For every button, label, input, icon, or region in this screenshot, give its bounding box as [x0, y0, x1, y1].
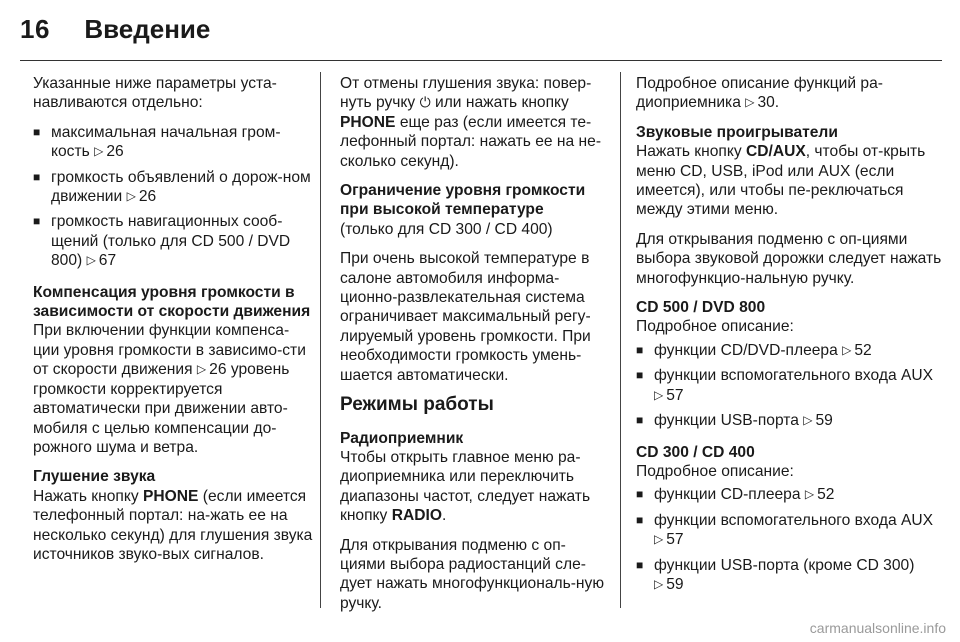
subheading-cd500-dvd800: CD 500 / DVD 800: [636, 299, 766, 317]
unmute-paragraph: От отмены глушения звука: повер-нуть ручку ⏻ или нажать кнопку PHONE еще раз (если имеется те-лефонный портал: нажать ее на не-сколько секунд).: [340, 75, 602, 170]
intro-text: Указанные ниже параметры уста-навливаются отдельно:: [33, 75, 277, 112]
section-heading-compensation: Компенсация уровня громкости в зависимости от скорости движения: [33, 283, 311, 321]
page-reference[interactable]: ▷ 67: [86, 252, 117, 270]
page-reference[interactable]: ▷ 26: [196, 361, 227, 379]
list-item: ■ функции USB-порта (кроме CD 300) ▷ 59: [636, 556, 942, 595]
column-divider-2: [620, 72, 621, 608]
list-item: ■ функции CD/DVD-плеера ▷ 52: [636, 341, 942, 360]
triangle-right-icon: ▷: [804, 487, 815, 502]
column-divider-1: [320, 72, 321, 608]
radio-submenu-paragraph: Для открывания подменю с оп-циями выбора радиостанций сле-дует нажать многофункциональ-ную ручку.: [340, 536, 605, 612]
page-title: Введение: [84, 14, 211, 44]
section-heading-modes: Режимы работы: [340, 394, 494, 416]
radio-key-label: RADIO: [391, 507, 442, 525]
page-number: 16: [20, 14, 50, 44]
high-temperature-paragraph: При очень высокой температуре в салоне автомобиля информа-ционно-развлекательная система ограничивает максимальный регу-лируемый уровень громкости. При необходимости громкость умень-шается автоматически.: [340, 250, 591, 384]
subheading-radio: Радиоприемник: [340, 429, 464, 447]
list-item: ■ громкость объявлений о дорож-ном движении ▷ 26: [33, 168, 313, 207]
page-header: [20, 14, 210, 50]
list-item: ■ функции USB-порта ▷ 59: [636, 411, 942, 430]
cd500-list: [636, 341, 942, 431]
subheading-players: Звуковые проигрыватели: [636, 123, 838, 141]
phone-key-label: PHONE: [142, 487, 199, 505]
high-temperature-note: (только для CD 300 / CD 400): [340, 220, 553, 238]
triangle-right-icon: ▷: [803, 413, 813, 428]
column-1: [33, 74, 313, 574]
column-2: [340, 74, 606, 623]
page-reference[interactable]: ▷ 52: [804, 486, 835, 504]
radio-details-paragraph: Подробное описание функций ра-диоприемника ▷ 30.: [636, 75, 883, 112]
list-item: ■ функции вспомогательного входа AUX ▷ 57: [636, 511, 942, 550]
triangle-right-icon: ▷: [842, 342, 852, 357]
triangle-right-icon: ▷: [654, 576, 664, 591]
page-reference[interactable]: ▷ 26: [94, 143, 124, 161]
list-item: ■ функции вспомогательного входа AUX ▷ 57: [636, 366, 942, 405]
page-reference[interactable]: ▷ 30.: [745, 94, 780, 112]
phone-key-label: PHONE: [340, 113, 396, 131]
cd300-lead: Подробное описание:: [636, 462, 794, 480]
list-item: ■ громкость навигационных сооб-щений (только для CD 500 / DVD 800) ▷ 67: [33, 212, 313, 270]
triangle-right-icon: ▷: [654, 532, 664, 547]
players-paragraph: Нажать кнопку CD/AUX, чтобы от-крыть меню CD, USB, iPod или AUX (если имеется), или чтобы пе-реключаться между этими меню.: [636, 143, 926, 219]
settings-list: [33, 123, 313, 271]
list-item: ■ функции CD-плеера ▷ 52: [636, 485, 942, 504]
compensation-paragraph: При включении функции компенса-ции уровня громкости в зависимо-сти от скорости движения ▷ 26 уровень громкости корректируется автоматически при движении авто-мобиля с целью компенсации до-рожного шума и ветра.: [33, 322, 306, 456]
radio-paragraph: Чтобы открыть главное меню ра-диоприемника или переключить диапазоны частот, следует нажать кнопку RADIO.: [340, 448, 591, 525]
cd500-lead: Подробное описание:: [636, 318, 794, 336]
page-reference[interactable]: ▷ 57: [654, 531, 684, 549]
page-reference[interactable]: ▷ 59: [803, 412, 833, 430]
section-heading-mute: Глушение звука: [33, 468, 156, 486]
players-submenu-paragraph: Для открывания подменю с оп-циями выбора звуковой дорожки следует нажать многофункцио-нальную ручку.: [636, 230, 942, 287]
triangle-right-icon: ▷: [654, 387, 664, 402]
triangle-right-icon: ▷: [94, 144, 104, 159]
header-divider: [20, 60, 942, 61]
page-reference[interactable]: ▷ 59: [654, 575, 684, 593]
triangle-right-icon: ▷: [196, 362, 207, 377]
column-3: [636, 74, 942, 606]
triangle-right-icon: ▷: [126, 189, 136, 204]
triangle-right-icon: ▷: [86, 253, 96, 268]
subheading-cd300-cd400: CD 300 / CD 400: [636, 443, 755, 461]
page-reference[interactable]: ▷ 52: [842, 341, 872, 359]
triangle-right-icon: ▷: [745, 95, 755, 110]
cd-aux-key-label: CD/AUX: [745, 143, 806, 161]
mute-paragraph: Нажать кнопку PHONE (если имеется телефонный портал: на-жать ее на несколько секунд) для глушения звука источников звуко-вых сигналов.: [33, 487, 313, 563]
page-reference[interactable]: ▷ 26: [126, 188, 157, 206]
list-item: ■ максимальная начальная гром-кость ▷ 26: [33, 123, 313, 162]
page-reference[interactable]: ▷ 57: [654, 386, 684, 404]
power-knob-icon: ⏻: [419, 94, 431, 111]
watermark: carmanualsonline.info: [809, 620, 946, 636]
cd300-list: [636, 485, 942, 594]
section-heading-high-temperature: Ограничение уровня громкости при высокой температуре: [340, 182, 586, 219]
